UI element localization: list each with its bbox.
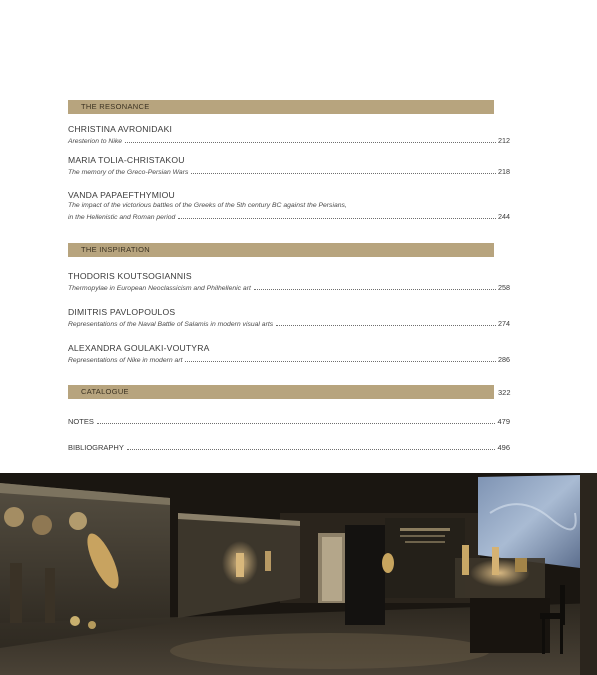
entry-line: [68, 318, 510, 328]
section-title: CATALOGUE: [81, 387, 129, 396]
museum-gallery-photo: [0, 473, 597, 675]
toc-entry[interactable]: [68, 271, 510, 292]
notes-label: NOTES: [68, 417, 94, 426]
leader-dots: [97, 423, 496, 424]
toc-entry[interactable]: [68, 307, 510, 328]
entry-author: THODORIS KOUTSOGIANNIS: [68, 271, 192, 281]
toc-entry-notes[interactable]: [68, 415, 510, 426]
entry-page: 286: [498, 355, 510, 364]
toc-entry[interactable]: [68, 124, 510, 145]
leader-dots: [276, 325, 496, 326]
entry-page: 212: [498, 136, 510, 145]
entry-title: Representations of the Naval Battle of Salamis in modern visual arts: [68, 321, 274, 328]
section-band-inspiration: [68, 243, 494, 257]
entry-line: [68, 211, 510, 221]
entry-title: Representations of Nike in modern art: [68, 357, 183, 364]
leader-dots: [185, 361, 496, 362]
toc-entry[interactable]: [68, 343, 510, 364]
bibliography-label: BIBLIOGRAPHY: [68, 443, 124, 452]
entry-author: ALEXANDRA GOULAKI-VOUTYRA: [68, 343, 210, 353]
bibliography-page: 496: [497, 443, 510, 452]
entry-author: CHRISTINA AVRONIDAKI: [68, 124, 173, 134]
entry-author: MARIA TOLIA-CHRISTAKOU: [68, 155, 185, 165]
museum-gallery-illustration: [0, 473, 597, 675]
leader-dots: [125, 142, 496, 143]
section-band-resonance: [68, 100, 494, 114]
entry-line: [68, 282, 510, 292]
toc-entry[interactable]: [68, 155, 510, 176]
entry-line: [68, 354, 510, 364]
notes-page: 479: [497, 417, 510, 426]
leader-dots: [254, 289, 496, 290]
entry-title: Aresterion to Nike: [68, 138, 123, 145]
toc-entry-bibliography[interactable]: [68, 441, 510, 452]
entry-author: VANDA PAPAEFTHYMIOU: [68, 190, 175, 200]
entry-line: [68, 135, 510, 145]
section-title: THE INSPIRATION: [81, 245, 150, 254]
leader-dots: [191, 173, 496, 174]
leader-dots: [127, 449, 496, 450]
entry-title: The memory of the Greco-Persian Wars: [68, 169, 189, 176]
entry-title-line2: in the Hellenistic and Roman period: [68, 214, 176, 221]
leader-dots: [178, 218, 496, 219]
entry-page: 218: [498, 167, 510, 176]
entry-title-line1: The impact of the victorious battles of the Greeks of the 5th century BC against the Persians,: [68, 202, 347, 209]
section-band-catalogue[interactable]: [68, 385, 494, 399]
section-title: THE RESONANCE: [81, 102, 150, 111]
entry-title: Thermopylae in European Neoclassicism and Philhellenic art: [68, 285, 251, 292]
catalogue-page: 322: [498, 388, 511, 397]
entry-author: DIMITRIS PAVLOPOULOS: [68, 307, 176, 317]
entry-page: 274: [498, 319, 510, 328]
entry-page: 244: [498, 212, 510, 221]
entry-page: 258: [498, 283, 510, 292]
toc-entry[interactable]: [68, 190, 510, 221]
entry-line: [68, 166, 510, 176]
